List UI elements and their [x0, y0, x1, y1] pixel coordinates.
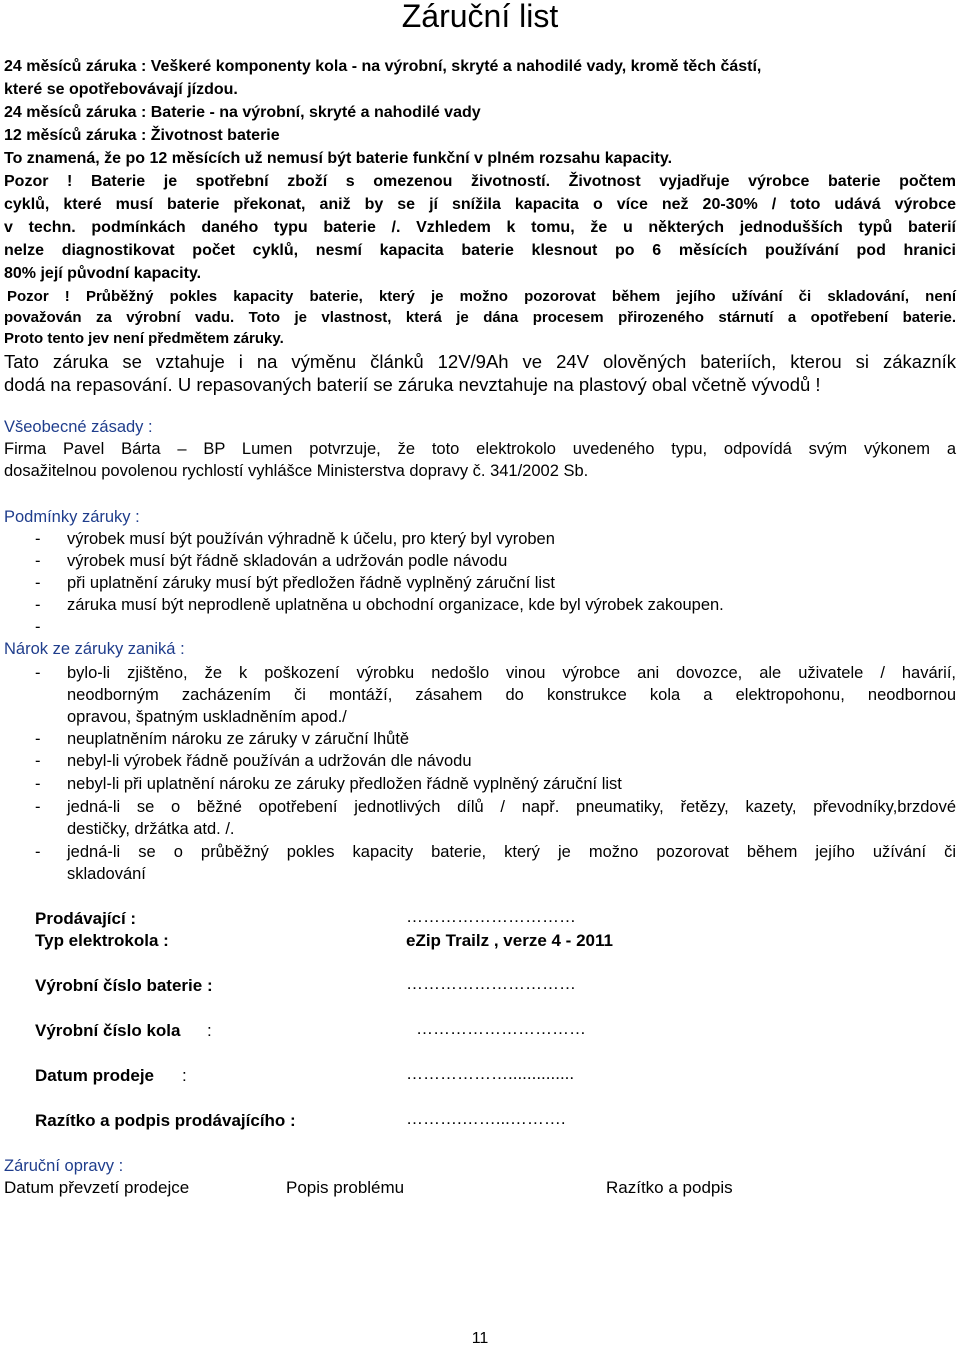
battery-serial-field: …………………………	[406, 974, 576, 993]
sale-date-colon: :	[182, 1066, 187, 1085]
repairs-column-stamp: Razítko a podpis	[606, 1178, 733, 1197]
seller-field: …………………………	[406, 907, 576, 926]
list-dash: -	[35, 552, 41, 570]
repairs-heading: Záruční opravy :	[4, 1157, 124, 1175]
warranty-line: které se opotřebovávají jízdou.	[4, 81, 238, 98]
list-item: jedná-li se o běžné opotřebení jednotlivých dílů / např. pneumatiky, řetězy, kazety, převodníky,brzdové	[67, 798, 956, 816]
page-number: 11	[471, 1330, 489, 1347]
list-dash: -	[35, 596, 41, 614]
warranty-line: nelze diagnostikovat počet cyklů, nesmí kapacita baterie klesnout po 6 měsících používání pod hranici	[4, 242, 956, 259]
warranty-line: To znamená, že po 12 měsících už nemusí být baterie funkční v plném rozsahu kapacity.	[4, 150, 673, 167]
sale-date-label: Datum prodeje	[35, 1066, 155, 1085]
conditions-heading: Podmínky záruky :	[4, 508, 140, 526]
list-item-continuation: opravou, špatným uskladněním apod./	[67, 708, 347, 726]
warranty-line: 24 měsíců záruka : Baterie - na výrobní, skryté a nahodilé vady	[4, 104, 481, 121]
seller-stamp-field: ……….……...……….	[406, 1109, 566, 1128]
seller-label: Prodávající :	[35, 909, 137, 928]
repairs-column-date: Datum převzetí prodejce	[4, 1178, 190, 1197]
sale-date-field: ………………..............	[406, 1064, 575, 1083]
list-item: při uplatnění záruky musí být předložen řádně vyplněný záruční list	[67, 574, 555, 592]
warranty-line: Pozor ! Průběžný pokles kapacity baterie, který je možno pozorovat během jejího užívání či skladování, není	[7, 288, 956, 305]
claim-void-heading: Nárok ze záruky zaniká :	[4, 640, 185, 658]
warranty-line: cyklů, které musí baterie překonat, aniž by se jí snížila kapacita o více než 20-30% / toto udává výrobce	[4, 196, 956, 213]
bike-type-label: Typ elektrokola :	[35, 931, 169, 950]
list-dash: -	[35, 843, 41, 861]
list-item-continuation: destičky, držátka atd. /.	[67, 820, 235, 838]
battery-serial-label: Výrobní číslo baterie :	[35, 976, 213, 995]
list-item: výrobek musí být používán výhradně k účelu, pro který byl vyroben	[67, 530, 555, 548]
list-dash: -	[35, 730, 41, 748]
page-title: Záruční list	[401, 0, 559, 34]
list-dash: -	[35, 752, 41, 770]
list-dash: -	[35, 574, 41, 592]
general-line: Firma Pavel Bárta – BP Lumen potvrzuje, že toto elektrokolo uvedeného typu, odpovídá svým výkonem a	[4, 440, 956, 458]
general-heading: Všeobecné zásady :	[4, 418, 153, 436]
exchange-line: Tato záruka se vztahuje i na výměnu článků 12V/9Ah ve 24V olověných bateriích, kterou si zákazník	[4, 351, 956, 372]
list-item-continuation: skladování	[67, 865, 146, 883]
list-item: neuplatněním nároku ze záruky v záruční lhůtě	[67, 730, 410, 748]
bike-serial-field: …………………………	[416, 1019, 586, 1038]
list-dash: -	[35, 664, 41, 682]
list-item-continuation: neodborným zacházením či montáží, zásahem do konstrukce kola a elektropohonu, neodbornou	[67, 686, 956, 704]
general-line: dosažitelnou povolenou rychlostí vyhlášce Ministerstva dopravy č. 341/2002 Sb.	[4, 462, 589, 480]
warranty-line: považován za výrobní vadu. Toto je vlastnost, která je dána procesem přirozeného stárnutí a opotřebení baterie.	[4, 309, 956, 326]
list-item: nebyl-li výrobek řádně používán a udržován dle návodu	[67, 752, 472, 770]
warranty-line: 12 měsíců záruka : Životnost baterie	[4, 127, 280, 144]
bike-type-value: eZip Trailz , verze 4 - 2011	[406, 931, 613, 950]
exchange-line: dodá na repasování. U repasovaných baterií se záruka nevztahuje na plastový obal včetně vývodů !	[4, 374, 821, 395]
repairs-column-problem: Popis problému	[286, 1178, 405, 1197]
list-item: bylo-li zjištěno, že k poškození výrobku nedošlo vinou výrobce ani dovozce, ale uživatele / havárií,	[67, 664, 956, 682]
warranty-line: 80% její původní kapacity.	[4, 265, 202, 282]
list-item: výrobek musí být řádně skladován a udržován podle návodu	[67, 552, 508, 570]
list-dash: -	[35, 798, 41, 816]
bike-serial-colon: :	[207, 1021, 212, 1040]
list-item: záruka musí být neprodleně uplatněna u obchodní organizace, kde byl výrobek zakoupen.	[67, 596, 724, 614]
warranty-line: Proto tento jev není předmětem záruky.	[4, 330, 284, 347]
list-dash: -	[35, 618, 41, 636]
list-item: nebyl-li při uplatnění nároku ze záruky předložen řádně vyplněný záruční list	[67, 775, 622, 793]
list-item: jedná-li se o průběžný pokles kapacity baterie, který je možno pozorovat během jejího užívání či	[67, 843, 956, 861]
seller-stamp-label: Razítko a podpis prodávajícího :	[35, 1111, 296, 1130]
list-dash: -	[35, 530, 41, 548]
warranty-line: v techn. podmínkách daného typu baterie /. Vzhledem k tomu, že u některých jednodušších typů baterií	[4, 219, 956, 236]
warranty-line: Pozor ! Baterie je spotřební zboží s omezenou životností. Životnost vyjadřuje výrobce baterie počtem	[4, 173, 956, 190]
bike-serial-label: Výrobní číslo kola	[35, 1021, 181, 1040]
list-dash: -	[35, 775, 41, 793]
warranty-line: 24 měsíců záruka : Veškeré komponenty kola - na výrobní, skryté a nahodilé vady, kromě těch částí,	[4, 58, 762, 75]
